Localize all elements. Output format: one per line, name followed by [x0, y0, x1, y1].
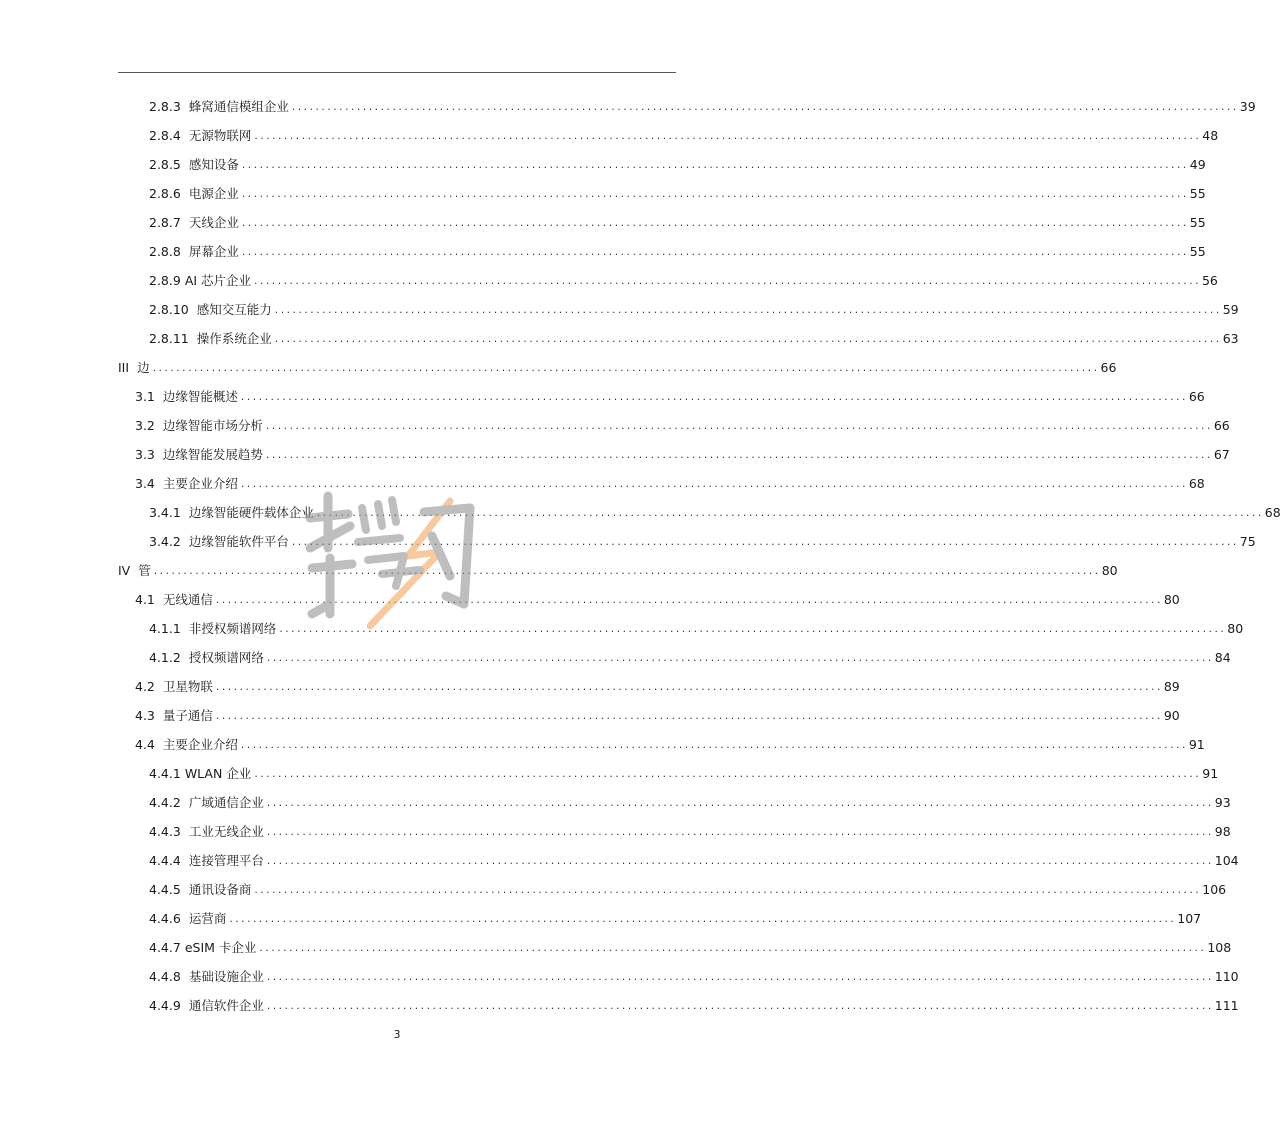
toc-entry-title: 授权频谱网络: [188, 650, 264, 665]
toc-entry-label: [118, 562, 153, 580]
dot-leader: ................................................................................................................................................................: [290, 538, 1238, 548]
dot-leader: ................................................................................................................................................................: [278, 625, 1226, 635]
dot-leader: ................................................................................................................................................................: [273, 306, 1221, 316]
toc-entry-number: 2.8.8: [149, 244, 181, 259]
page-number: 3: [393, 1028, 401, 1041]
dot-leader: ................................................................................................................................................................: [151, 364, 1099, 374]
toc-entry-title: 基础设施企业: [188, 969, 264, 984]
dot-leader: ................................................................................................................................................................: [239, 480, 1187, 490]
toc-entry-number: 2.8.9: [149, 273, 181, 288]
toc-entry-page: 56: [1201, 273, 1218, 288]
toc-entry-title: 通讯设备商: [188, 882, 252, 897]
toc-entry-label: [149, 620, 278, 638]
toc-entry-number: 2.8.10: [149, 302, 189, 317]
toc-entry-number: III: [118, 360, 130, 375]
toc-entry-number: 3.4.2: [149, 534, 181, 549]
toc-entry-label: [135, 678, 215, 696]
toc-entry[interactable]: [149, 123, 1219, 145]
toc-entry[interactable]: [149, 210, 1206, 232]
toc-entry-label: [149, 272, 253, 290]
toc-entry[interactable]: [149, 326, 1239, 348]
dot-leader: ................................................................................................................................................................: [253, 132, 1201, 142]
toc-entry-number: 3.4: [135, 476, 155, 491]
toc-entry-label: [149, 98, 291, 116]
toc-entry-title: 连接管理平台: [188, 853, 264, 868]
toc-entry-page: 55: [1189, 215, 1206, 230]
toc-entry-title: 操作系统企业: [196, 331, 272, 346]
toc-entry-number: 4.4.6: [149, 911, 181, 926]
dot-leader: ................................................................................................................................................................: [253, 277, 1200, 287]
toc-entry-label: [149, 910, 228, 928]
dot-leader: ................................................................................................................................................................: [258, 944, 1206, 954]
dot-leader: ................................................................................................................................................................: [228, 915, 1176, 925]
dot-leader: ................................................................................................................................................................: [265, 857, 1213, 867]
toc-entry-page: 68: [1188, 476, 1205, 491]
toc-entry-title: 边缘智能软件平台: [188, 534, 289, 549]
toc-entry-page: 93: [1214, 795, 1231, 810]
toc-entry[interactable]: [149, 239, 1206, 261]
toc-entry-title: 主要企业介绍: [162, 737, 238, 752]
toc-entry-title: 边: [137, 360, 150, 375]
toc-entry[interactable]: [135, 384, 1205, 406]
toc-entry[interactable]: [149, 935, 1232, 957]
toc-entry[interactable]: [149, 964, 1239, 986]
toc-entry-page: 49: [1189, 157, 1206, 172]
toc-entry[interactable]: [135, 413, 1230, 435]
toc-entry[interactable]: [135, 732, 1205, 754]
toc-entry[interactable]: [149, 645, 1231, 667]
toc-entry-page: 98: [1214, 824, 1231, 839]
toc-entry-number: IV: [118, 563, 131, 578]
toc-entry[interactable]: [149, 268, 1218, 290]
toc-entry[interactable]: [149, 297, 1239, 319]
toc-entry-page: 106: [1202, 882, 1227, 897]
toc-entry-title: 无线通信: [162, 592, 213, 607]
toc-entry[interactable]: [149, 848, 1239, 870]
toc-entry-title: 管: [138, 563, 151, 578]
toc-entry-page: 59: [1222, 302, 1239, 317]
toc-entry[interactable]: [149, 94, 1256, 116]
toc-entry-page: 111: [1214, 998, 1239, 1013]
toc-entry-title: 边缘智能概述: [162, 389, 238, 404]
toc-entry[interactable]: [135, 471, 1205, 493]
toc-entry-number: 2.8.7: [149, 215, 181, 230]
toc-entry-number: 2.8.5: [149, 157, 181, 172]
toc-entry-page: 91: [1188, 737, 1205, 752]
dot-leader: ................................................................................................................................................................: [315, 509, 1263, 519]
toc-entry-title: 蜂窝通信模组企业: [188, 99, 289, 114]
toc-entry-page: 80: [1227, 621, 1244, 636]
dot-leader: ................................................................................................................................................................: [265, 1002, 1213, 1012]
dot-leader: ................................................................................................................................................................: [214, 683, 1162, 693]
toc-entry-title: 边缘智能发展趋势: [162, 447, 263, 462]
toc-entry-number: 3.3: [135, 447, 155, 462]
toc-entry[interactable]: [135, 587, 1180, 609]
toc-entry-number: 4.4.8: [149, 969, 181, 984]
toc-entry-page: 63: [1222, 331, 1239, 346]
dot-leader: ................................................................................................................................................................: [265, 828, 1213, 838]
toc-entry[interactable]: [149, 819, 1231, 841]
toc-entry-label: [135, 736, 240, 754]
dot-leader: ................................................................................................................................................................: [214, 596, 1162, 606]
toc-entry-number: 4.4.2: [149, 795, 181, 810]
toc-entry-label: [149, 185, 241, 203]
toc-entry-page: 84: [1214, 650, 1231, 665]
toc-entry-title: 广域通信企业: [188, 795, 264, 810]
toc-entry-label: [149, 649, 266, 667]
toc-entry-title: WLAN 企业: [184, 766, 252, 781]
toc-entry-number: 2.8.3: [149, 99, 181, 114]
toc-entry-title: 非授权频谱网络: [188, 621, 277, 636]
toc-entry-number: 3.4.1: [149, 505, 181, 520]
toc-entry-label: [149, 997, 266, 1015]
toc-entry-page: 68: [1264, 505, 1281, 520]
dot-leader: ................................................................................................................................................................: [253, 886, 1201, 896]
toc-entry[interactable]: [149, 152, 1206, 174]
toc-entry-title: 主要企业介绍: [162, 476, 238, 491]
toc-entry-number: 4.4.4: [149, 853, 181, 868]
dot-leader: ................................................................................................................................................................: [240, 219, 1188, 229]
toc-entry-title: 量子通信: [162, 708, 213, 723]
toc-entry-number: 4.2: [135, 679, 155, 694]
toc-entry-title: AI 芯片企业: [184, 273, 252, 288]
header-rule: [118, 72, 676, 73]
toc-entry-label: [149, 881, 253, 899]
toc-entry-number: 3.2: [135, 418, 155, 433]
toc-entry[interactable]: [118, 355, 1117, 377]
dot-leader: ................................................................................................................................................................: [240, 248, 1188, 258]
toc-entry-title: 感知交互能力: [196, 302, 272, 317]
dot-leader: ................................................................................................................................................................: [265, 799, 1213, 809]
toc-entry-label: [149, 330, 274, 348]
toc-entry-label: [135, 417, 265, 435]
toc-entry-label: [135, 475, 240, 493]
toc-entry-number: 3.1: [135, 389, 155, 404]
toc-entry[interactable]: [118, 558, 1118, 580]
toc-entry-page: 67: [1213, 447, 1230, 462]
toc-entry-label: [149, 794, 266, 812]
toc-entry-number: 4.4.5: [149, 882, 181, 897]
toc-entry-page: 107: [1177, 911, 1202, 926]
toc-entry-number: 4.3: [135, 708, 155, 723]
toc-entry[interactable]: [149, 790, 1231, 812]
toc-entry-title: eSIM 卡企业: [184, 940, 257, 955]
toc-entry[interactable]: [149, 993, 1239, 1015]
dot-leader: ................................................................................................................................................................: [265, 654, 1213, 664]
toc-entry-page: 66: [1213, 418, 1230, 433]
toc-entry-page: 80: [1163, 592, 1180, 607]
toc-entry-page: 66: [1100, 360, 1117, 375]
toc-entry-number: 4.1: [135, 592, 155, 607]
dot-leader: ................................................................................................................................................................: [240, 161, 1188, 171]
toc-entry-page: 90: [1163, 708, 1180, 723]
toc-entry-label: [118, 359, 152, 377]
toc-entry-label: [135, 707, 215, 725]
toc-entry-title: 卫星物联: [162, 679, 213, 694]
toc-entry-page: 110: [1214, 969, 1239, 984]
toc-entry-page: 55: [1189, 244, 1206, 259]
toc-entry-title: 工业无线企业: [188, 824, 264, 839]
toc-entry-label: [135, 591, 215, 609]
toc-entry-number: 4.4.3: [149, 824, 181, 839]
toc-entry-label: [149, 156, 241, 174]
toc-entry-number: 4.1.1: [149, 621, 181, 636]
dot-leader: ................................................................................................................................................................: [239, 393, 1187, 403]
toc-entry-page: 48: [1202, 128, 1219, 143]
toc-entry-title: 运营商: [188, 911, 227, 926]
dot-leader: ................................................................................................................................................................: [264, 451, 1212, 461]
toc-entry[interactable]: [149, 616, 1244, 638]
toc-entry-label: [149, 823, 266, 841]
toc-entry-label: [149, 939, 258, 957]
toc-entry-title: 无源物联网: [188, 128, 252, 143]
toc-entry[interactable]: [149, 181, 1206, 203]
toc-entry-number: 2.8.6: [149, 186, 181, 201]
dot-leader: ................................................................................................................................................................: [265, 973, 1213, 983]
toc-entry-page: 66: [1188, 389, 1205, 404]
toc-entry-page: 104: [1214, 853, 1239, 868]
toc-entry-label: [135, 446, 265, 464]
toc-entry-label: [149, 968, 266, 986]
toc-entry-title: 边缘智能市场分析: [162, 418, 263, 433]
toc-entry[interactable]: [135, 703, 1180, 725]
toc-entry-number: 4.1.2: [149, 650, 181, 665]
toc-entry-page: 80: [1101, 563, 1118, 578]
toc-entry-title: 感知设备: [188, 157, 239, 172]
toc-entry-label: [135, 388, 240, 406]
toc-entry-number: 4.4.1: [149, 766, 181, 781]
dot-leader: ................................................................................................................................................................: [240, 190, 1188, 200]
toc-entry[interactable]: [135, 442, 1230, 464]
toc-entry-page: 89: [1163, 679, 1180, 694]
toc-entry[interactable]: [149, 761, 1219, 783]
toc-entry-number: 4.4: [135, 737, 155, 752]
toc-entry[interactable]: [135, 674, 1180, 696]
toc-entry-title: 电源企业: [188, 186, 239, 201]
dot-leader: ................................................................................................................................................................: [264, 422, 1212, 432]
toc-entry-page: 39: [1239, 99, 1256, 114]
toc-entry-number: 4.4.9: [149, 998, 181, 1013]
toc-entry-title: 屏幕企业: [188, 244, 239, 259]
toc-entry-label: [149, 214, 241, 232]
toc-entry-number: 2.8.11: [149, 331, 189, 346]
toc-entry-label: [149, 127, 253, 145]
toc-entry-title: 通信软件企业: [188, 998, 264, 1013]
toc-entry[interactable]: [149, 906, 1202, 928]
toc-entry-number: 4.4.7: [149, 940, 181, 955]
dot-leader: ................................................................................................................................................................: [214, 712, 1162, 722]
toc-entry[interactable]: [149, 877, 1227, 899]
toc-entry[interactable]: [149, 529, 1256, 551]
dot-leader: ................................................................................................................................................................: [273, 335, 1221, 345]
toc-entry-label: [149, 852, 266, 870]
dot-leader: ................................................................................................................................................................: [239, 741, 1187, 751]
toc-entry-title: 边缘智能硬件载体企业: [188, 505, 314, 520]
toc-entry-label: [149, 765, 253, 783]
toc-entry-title: 天线企业: [188, 215, 239, 230]
toc-entry-page: 55: [1189, 186, 1206, 201]
dot-leader: ................................................................................................................................................................: [152, 567, 1100, 577]
toc-entry-page: 75: [1239, 534, 1256, 549]
dot-leader: ................................................................................................................................................................: [290, 103, 1238, 113]
dot-leader: ................................................................................................................................................................: [253, 770, 1201, 780]
toc-entry-page: 108: [1207, 940, 1232, 955]
toc-entry-label: [149, 301, 274, 319]
toc-entry-label: [149, 243, 241, 261]
toc-entry-page: 91: [1202, 766, 1219, 781]
toc-entry-number: 2.8.4: [149, 128, 181, 143]
toc-entry[interactable]: [149, 500, 1281, 522]
toc-entry-label: [149, 504, 316, 522]
toc-entry-label: [149, 533, 291, 551]
